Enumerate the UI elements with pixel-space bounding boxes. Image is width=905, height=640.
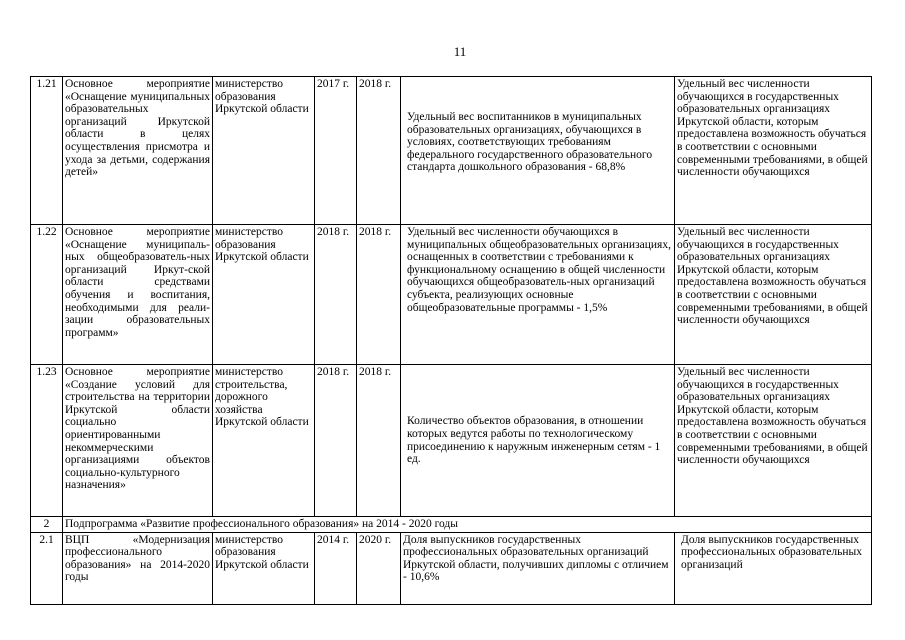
goal-cell: Удельный вес численности обучающихся в государственных образовательных организациях Иркутской области, которым предоставлена возможность обучаться в соответствии с основными современными требованиями, в общей численности обучающихся	[675, 225, 872, 365]
goal-cell: Удельный вес численности обучающихся в государственных образовательных организациях Иркутской области, которым предоставлена возможность обучаться в соответствии с основными современными требованиями, в общей численности обучающихся	[675, 77, 872, 225]
row-number: 1.21	[31, 77, 63, 225]
table-row	[31, 77, 872, 225]
subprogram-row	[31, 517, 872, 533]
indicator-cell: Удельный вес численности обучающихся в муниципальных общеобразовательных организациях, оснащенных в соответствии с требованиями к функциональному оснащению в общей численности обучающихся общеобразователь-ных организаций субъекта, реализующих основные общеобразовательные программы - 1,5%	[401, 225, 675, 365]
event-cell: Основное мероприятие «Создание условий для строительства на территории Иркутской области социально ориентированными некоммерческими организациями объектов социально-культурного назначения»	[63, 365, 213, 517]
start-year-cell: 2018 г.	[315, 225, 357, 365]
event-cell: Основное мероприятие «Оснащение муниципальных образовательных организаций Иркутской области в целях осуществления присмотра и ухода за детьми, содержания детей»	[63, 77, 213, 225]
goal-cell: Доля выпускников государственных профессиональных образовательных организаций	[675, 532, 872, 604]
executor-cell: министерство образования Иркутской области	[213, 532, 315, 604]
start-year-cell: 2014 г.	[315, 532, 357, 604]
row-number: 2	[31, 517, 63, 533]
end-year-cell: 2018 г.	[357, 77, 401, 225]
indicator-cell: Доля выпускников государственных профессиональных образовательных организаций Иркутской области, получивших дипломы с отличием - 10,6%	[401, 532, 675, 604]
event-cell: ВЦП «Модернизация профессионального образования» на 2014-2020 годы	[63, 532, 213, 604]
table-row	[31, 532, 872, 604]
end-year-cell: 2020 г.	[357, 532, 401, 604]
row-number: 2.1	[31, 532, 63, 604]
table-row	[31, 225, 872, 365]
end-year-cell: 2018 г.	[357, 225, 401, 365]
row-number: 1.22	[31, 225, 63, 365]
page-number: 11	[453, 44, 467, 59]
program-table	[30, 76, 872, 605]
executor-cell: министерство строительства, дорожного хозяйства Иркутской области	[213, 365, 315, 517]
row-number: 1.23	[31, 365, 63, 517]
table-row	[31, 365, 872, 517]
goal-cell: Удельный вес численности обучающихся в государственных образовательных организациях Иркутской области, которым предоставлена возможность обучаться в соответствии с основными современными требованиями, в общей численности обучающихся	[675, 365, 872, 517]
indicator-cell: Количество объектов образования, в отношении которых ведутся работы по технологическому присоединению к наружным инженерным сетям - 1 ед.	[401, 365, 675, 517]
start-year-cell: 2017 г.	[315, 77, 357, 225]
executor-cell: министерство образования Иркутской области	[213, 225, 315, 365]
end-year-cell: 2018 г.	[357, 365, 401, 517]
indicator-cell: Удельный вес воспитанников в муниципальных образовательных организациях, обучающихся в условиях, соответствующих требованиям федерального государственного образовательного стандарта дошкольного образования - 68,8%	[401, 77, 675, 225]
executor-cell: министерство образования Иркутской области	[213, 77, 315, 225]
event-cell: Основное мероприятие «Оснащение муниципаль-ных общеобразователь-ных организаций Иркут-ской области средствами обучения и воспитания, необходимыми для реали-зации образовательных программ»	[63, 225, 213, 365]
start-year-cell: 2018 г.	[315, 365, 357, 517]
subprogram-title: Подпрограмма «Развитие профессионального образования» на 2014 - 2020 годы	[63, 517, 872, 533]
